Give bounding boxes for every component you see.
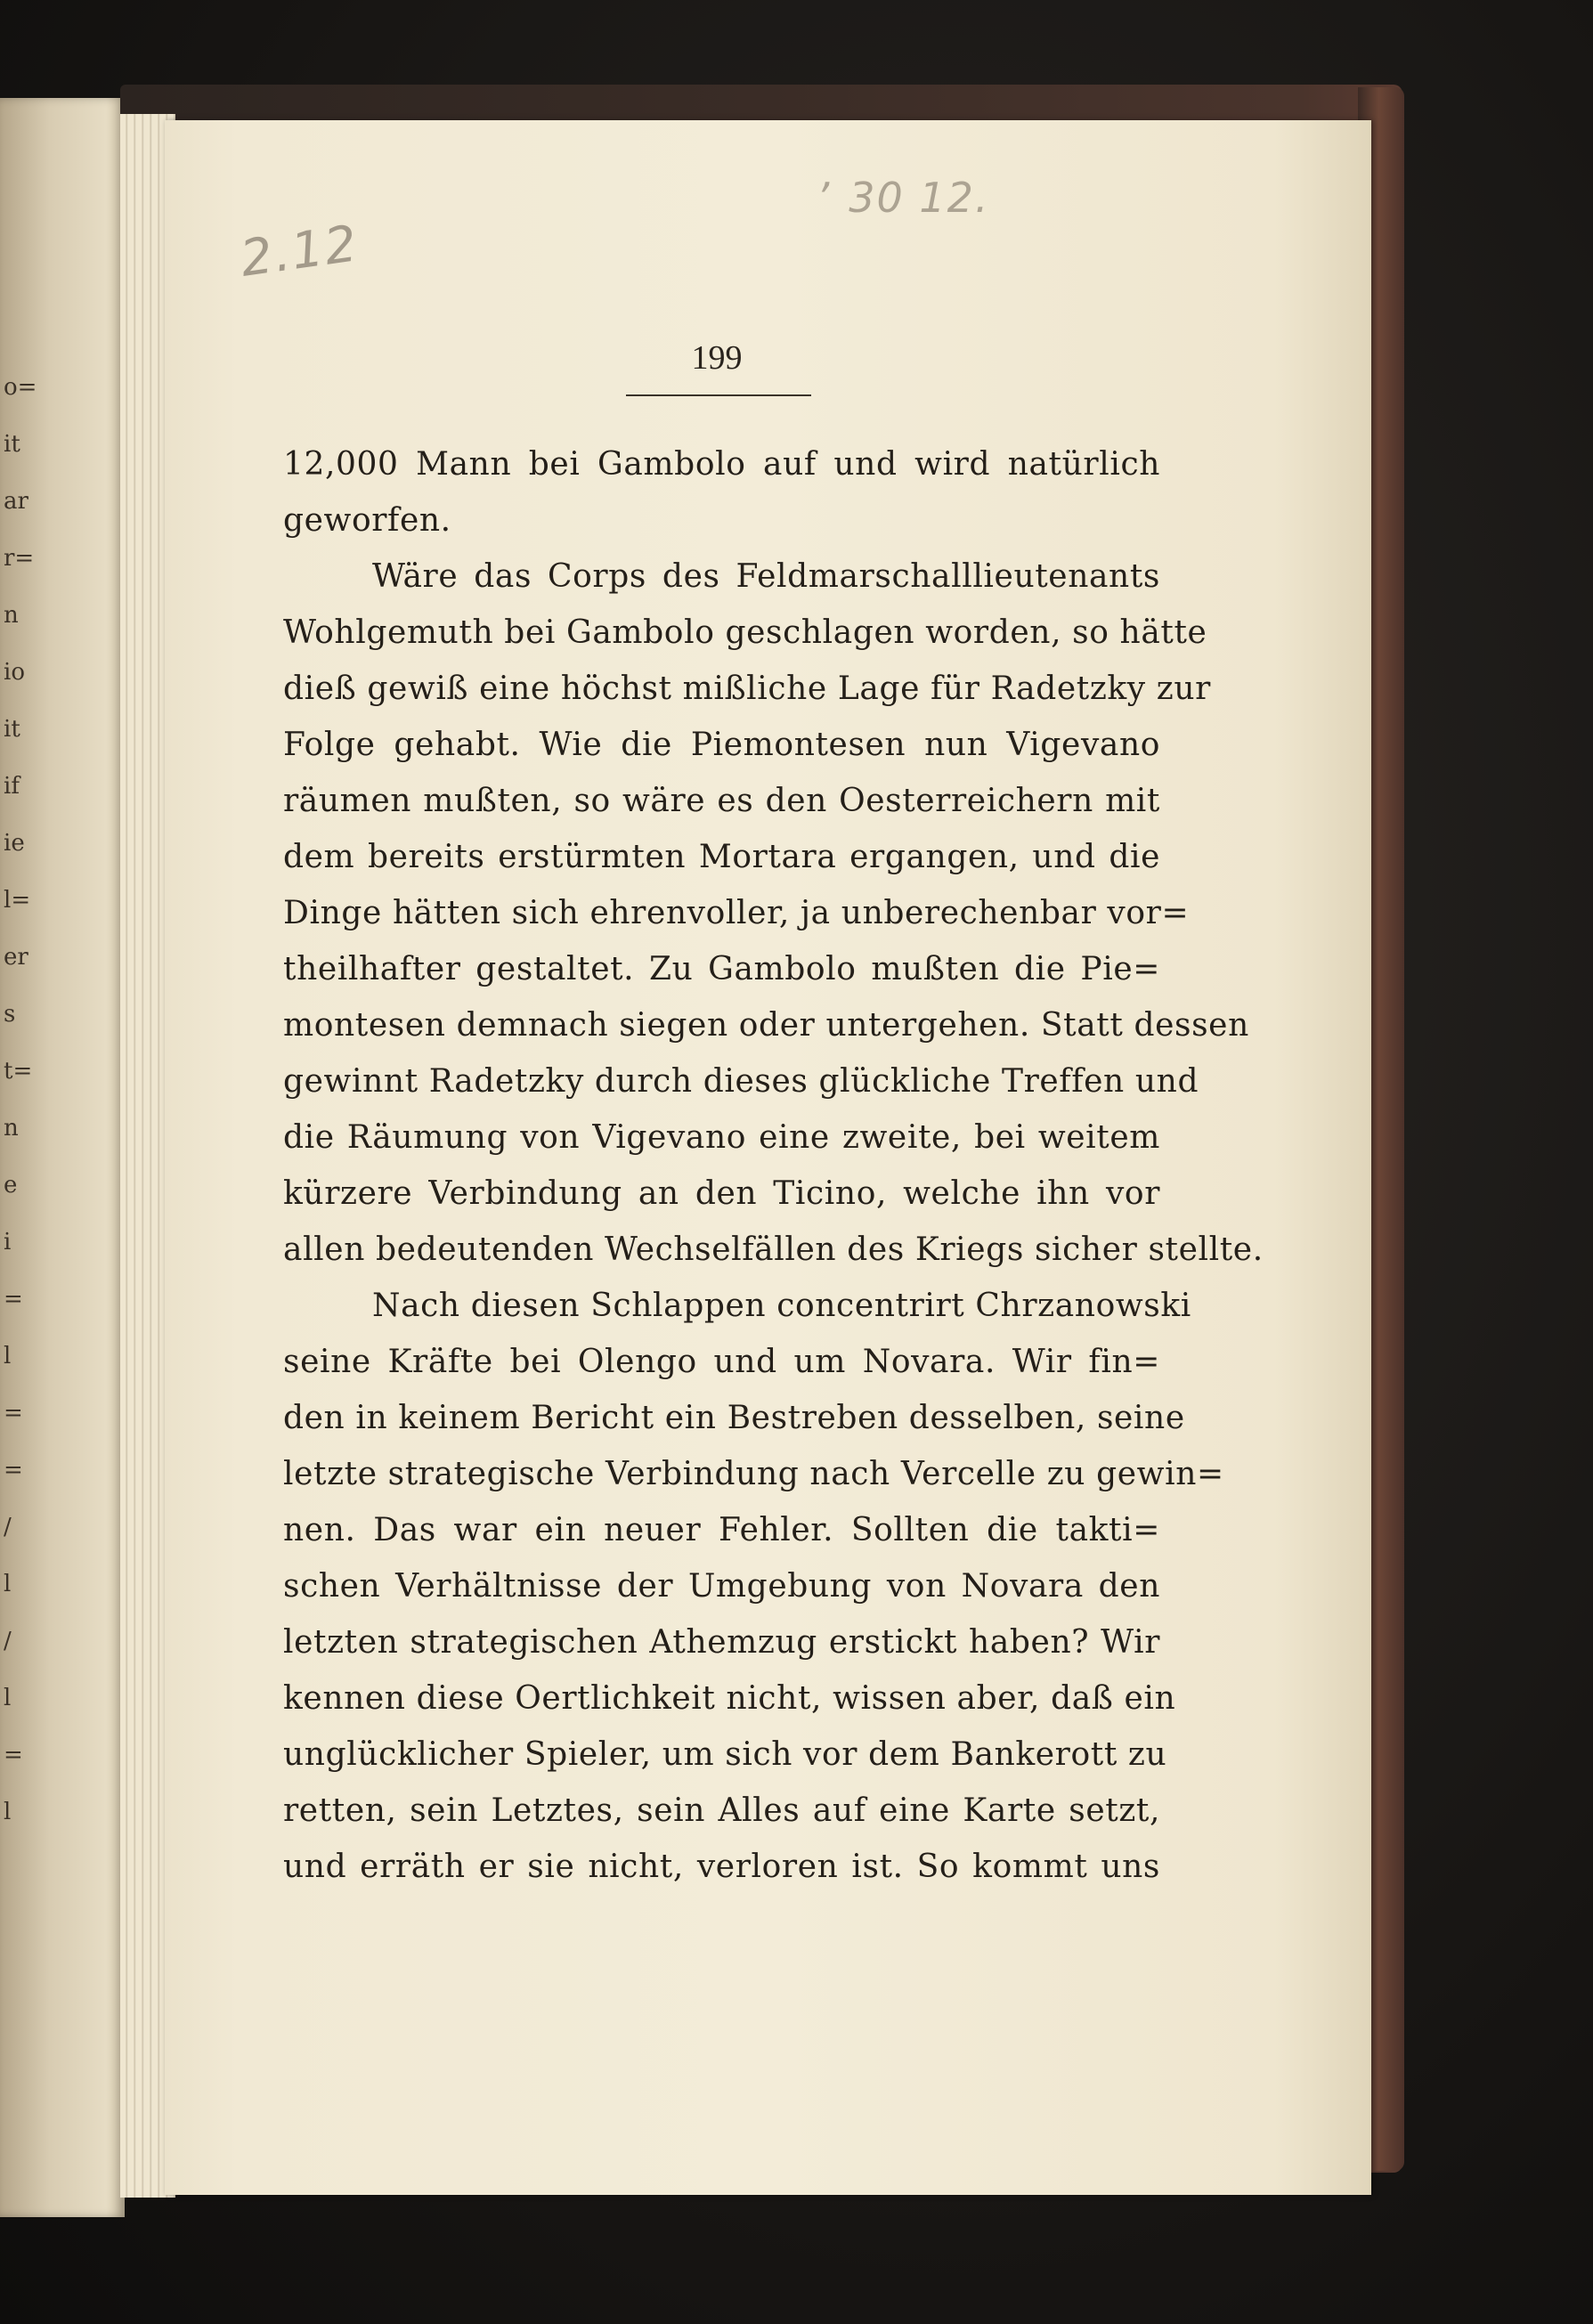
previous-page-text-fragment: r= xyxy=(4,545,35,572)
text-line: 12,000 Mann bei Gambolo auf und wird natürlich xyxy=(283,446,1160,483)
text-line: dieß gewiß eine höchst mißliche Lage für Radetzky zur xyxy=(283,670,1211,707)
text-line: Wohlgemuth bei Gambolo geschlagen worden, so hätte xyxy=(283,614,1207,651)
text-line: theilhafter gestaltet. Zu Gambolo mußten die Pie= xyxy=(283,951,1160,987)
previous-page-text-fragment: / xyxy=(4,1514,12,1540)
previous-page-text-fragment: = xyxy=(4,1286,23,1312)
page-number: 199 xyxy=(691,339,743,377)
previous-page-text-fragment: e xyxy=(4,1172,18,1199)
previous-page-text-fragment: l xyxy=(4,1799,12,1825)
pencil-note-left: 2.12 xyxy=(237,215,362,288)
text-line: Wäre das Corps des Feldmarschalllieutenants xyxy=(372,558,1160,595)
previous-page-text-fragment: l xyxy=(4,1685,12,1711)
previous-page-text-fragment: it xyxy=(4,431,20,458)
previous-page-text-fragment: it xyxy=(4,716,20,743)
previous-page-text-fragment: = xyxy=(4,1400,23,1426)
text-line: kürzere Verbindung an den Ticino, welche ihn vor xyxy=(283,1175,1160,1212)
text-line: Nach diesen Schlappen concentrirt Chrzanowski xyxy=(372,1288,1191,1324)
previous-page-text-fragment: t= xyxy=(4,1058,33,1085)
previous-page-text-fragment: ie xyxy=(4,830,25,857)
text-line: schen Verhältnisse der Umgebung von Novara den xyxy=(283,1568,1160,1605)
previous-page-text-fragment: i xyxy=(4,1229,12,1255)
previous-page-text-fragment: l xyxy=(4,1571,12,1597)
text-line: und erräth er sie nicht, verloren ist. So kommt uns xyxy=(283,1849,1160,1885)
text-line: letzten strategischen Athemzug erstickt haben? Wir xyxy=(283,1624,1160,1661)
previous-page-text-fragment: l= xyxy=(4,887,31,914)
text-line: Folge gehabt. Wie die Piemontesen nun Vigevano xyxy=(283,727,1160,763)
text-line: die Räumung von Vigevano eine zweite, bei weitem xyxy=(283,1119,1160,1156)
text-line: unglücklicher Spieler, um sich vor dem Bankerott zu xyxy=(283,1736,1167,1773)
previous-page-text-fragment: = xyxy=(4,1457,23,1483)
previous-page-text-fragment: n xyxy=(4,602,19,629)
previous-page-text-fragment: io xyxy=(4,659,25,686)
text-line: montesen demnach siegen oder untergehen. Statt dessen xyxy=(283,1007,1249,1044)
text-line: den in keinem Bericht ein Bestreben desselben, seine xyxy=(283,1400,1185,1436)
text-line: gewinnt Radetzky durch dieses glückliche Treffen und xyxy=(283,1063,1199,1100)
body-text xyxy=(283,436,1264,1895)
text-line: kennen diese Oertlichkeit nicht, wissen aber, daß ein xyxy=(283,1680,1176,1717)
text-line: Dinge hätten sich ehrenvoller, ja unberechenbar vor= xyxy=(283,895,1190,931)
previous-page-text-fragment: er xyxy=(4,944,28,971)
previous-page-edge xyxy=(0,98,125,2217)
text-line: nen. Das war ein neuer Fehler. Sollten die takti= xyxy=(283,1512,1160,1548)
text-line: letzte strategische Verbindung nach Vercelle zu gewin= xyxy=(283,1456,1224,1492)
previous-page-text-fragment: n xyxy=(4,1115,19,1142)
previous-page-text-fragment: / xyxy=(4,1628,12,1654)
text-line: allen bedeutenden Wechselfällen des Kriegs sicher stellte. xyxy=(283,1231,1264,1268)
text-line: räumen mußten, so wäre es den Oesterreichern mit xyxy=(283,783,1160,819)
pencil-note-right: ʼ 30 12. xyxy=(819,174,990,222)
previous-page-text-fragment: ar xyxy=(4,488,28,515)
previous-page-text-fragment: if xyxy=(4,773,20,800)
previous-page-text-fragment: o= xyxy=(4,374,37,401)
previous-page-text-fragment: s xyxy=(4,1001,16,1028)
header-rule xyxy=(626,394,811,396)
text-line: dem bereits erstürmten Mortara ergangen, und die xyxy=(283,839,1160,875)
text-line: retten, sein Letztes, sein Alles auf eine Karte setzt, xyxy=(283,1792,1160,1829)
text-line: geworfen. xyxy=(283,502,451,539)
text-line: seine Kräfte bei Olengo und um Novara. Wir fin= xyxy=(283,1344,1160,1380)
previous-page-text-fragment: = xyxy=(4,1742,23,1768)
previous-page-text-fragment: l xyxy=(4,1343,12,1369)
